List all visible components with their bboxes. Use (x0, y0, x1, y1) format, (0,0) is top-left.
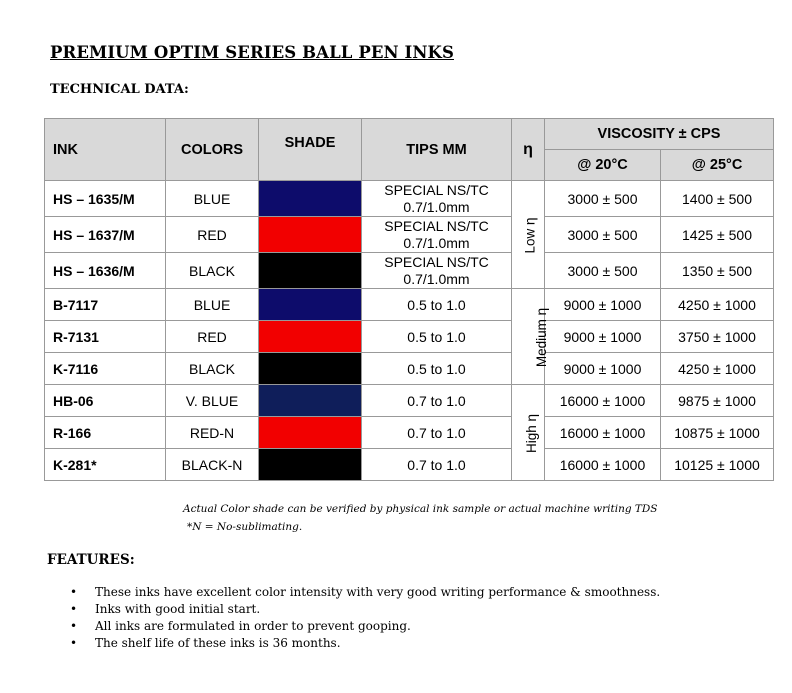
ink-color: V. BLUE (166, 385, 259, 417)
shade-swatch (259, 353, 362, 385)
viscosity-group-high (512, 385, 545, 481)
viscosity-20c: 16000 ± 1000 (545, 449, 661, 481)
viscosity-25c: 9875 ± 1000 (661, 385, 774, 417)
viscosity-25c: 1400 ± 500 (661, 181, 774, 217)
table-row (45, 449, 774, 481)
tips-line-2: 0.7/1.0mm (403, 198, 470, 215)
viscosity-20c: 16000 ± 1000 (545, 417, 661, 449)
table-header-row (45, 119, 774, 150)
shade-swatch (259, 449, 362, 481)
ink-code: K-281* (45, 449, 166, 481)
header-viscosity: VISCOSITY ± CPS (545, 119, 774, 150)
ink-color: RED (166, 321, 259, 353)
viscosity-20c: 9000 ± 1000 (545, 321, 661, 353)
header-shade: SHADE (259, 119, 362, 181)
header-at-20c: @ 20°C (545, 150, 661, 181)
header-ink: INK (45, 119, 166, 181)
list-item (50, 601, 660, 618)
tips-size: 0.5 to 1.0 (362, 321, 512, 353)
shade-swatch (259, 253, 362, 289)
tips-line-1: SPECIAL NS/TC (384, 217, 489, 234)
tips-size: 0.5 to 1.0 (362, 353, 512, 385)
ink-code: R-166 (45, 417, 166, 449)
technical-data-table (44, 118, 774, 481)
header-tips: TIPS MM (362, 119, 512, 181)
list-item (50, 618, 660, 635)
shade-swatch (259, 181, 362, 217)
tips-size (362, 217, 512, 253)
viscosity-20c: 16000 ± 1000 (545, 385, 661, 417)
shade-swatch (259, 321, 362, 353)
table-row (45, 385, 774, 417)
viscosity-20c: 3000 ± 500 (545, 217, 661, 253)
table-row (45, 353, 774, 385)
tips-size: 0.7 to 1.0 (362, 417, 512, 449)
viscosity-25c: 10125 ± 1000 (661, 449, 774, 481)
tips-size: 0.7 to 1.0 (362, 385, 512, 417)
viscosity-25c: 1425 ± 500 (661, 217, 774, 253)
ink-color: BLACK (166, 253, 259, 289)
viscosity-25c: 4250 ± 1000 (661, 353, 774, 385)
shade-swatch (259, 417, 362, 449)
feature-text: These inks have excellent color intensity with very good writing performance & smoothness. (95, 585, 661, 599)
ink-color: RED-N (166, 417, 259, 449)
footnote-no-sublimating: *N = No-sublimating. (187, 521, 303, 533)
shade-swatch (259, 385, 362, 417)
tips-size: 0.7 to 1.0 (362, 449, 512, 481)
feature-text: All inks are formulated in order to prevent gooping. (95, 619, 411, 633)
ink-code: HS – 1636/M (45, 253, 166, 289)
tips-size: 0.5 to 1.0 (362, 289, 512, 321)
header-at-25c: @ 25°C (661, 150, 774, 181)
viscosity-20c: 3000 ± 500 (545, 181, 661, 217)
ink-code: HS – 1635/M (45, 181, 166, 217)
ink-color: RED (166, 217, 259, 253)
bullet-icon: • (70, 619, 78, 633)
viscosity-25c: 4250 ± 1000 (661, 289, 774, 321)
table-row (45, 217, 774, 253)
ink-code: HS – 1637/M (45, 217, 166, 253)
page-title: PREMIUM OPTIM SERIES BALL PEN INKS (50, 43, 454, 62)
bullet-icon: • (70, 585, 78, 599)
ink-color: BLACK-N (166, 449, 259, 481)
group-label-low: Low η (522, 216, 538, 254)
viscosity-25c: 10875 ± 1000 (661, 417, 774, 449)
tips-size (362, 181, 512, 217)
viscosity-20c: 9000 ± 1000 (545, 353, 661, 385)
ink-code: HB-06 (45, 385, 166, 417)
tips-size (362, 253, 512, 289)
features-heading: FEATURES: (47, 552, 135, 568)
list-item (50, 584, 660, 601)
shade-swatch (259, 217, 362, 253)
viscosity-group-medium (512, 289, 550, 385)
viscosity-25c: 1350 ± 500 (661, 253, 774, 289)
ink-code: B-7117 (45, 289, 166, 321)
tips-line-2: 0.7/1.0mm (403, 270, 470, 287)
viscosity-20c: 3000 ± 500 (545, 253, 661, 289)
section-heading-technical-data: TECHNICAL DATA: (50, 82, 189, 97)
feature-text: Inks with good initial start. (95, 602, 261, 616)
ink-color: BLACK (166, 353, 259, 385)
table-row (45, 321, 774, 353)
table-row (45, 289, 774, 321)
bullet-icon: • (70, 636, 78, 650)
bullet-icon: • (70, 602, 78, 616)
ink-code: R-7131 (45, 321, 166, 353)
table-row (45, 181, 774, 217)
viscosity-20c: 9000 ± 1000 (545, 289, 661, 321)
tips-line-1: SPECIAL NS/TC (384, 181, 489, 198)
feature-text: The shelf life of these inks is 36 months. (95, 636, 341, 650)
tips-line-1: SPECIAL NS/TC (384, 253, 489, 270)
features-list (50, 584, 660, 652)
viscosity-25c: 3750 ± 1000 (661, 321, 774, 353)
table-row (45, 253, 774, 289)
shade-swatch (259, 289, 362, 321)
table-row (45, 417, 774, 449)
shade-verification-note: Actual Color shade can be verified by physical ink sample or actual machine writing TDS (183, 503, 658, 515)
group-label-medium: Medium η (534, 307, 550, 367)
viscosity-group-low (512, 181, 545, 289)
tips-line-2: 0.7/1.0mm (403, 234, 470, 251)
list-item (50, 635, 660, 652)
ink-code: K-7116 (45, 353, 166, 385)
ink-color: BLUE (166, 181, 259, 217)
header-colors: COLORS (166, 119, 259, 181)
group-label-high: High η (524, 413, 540, 453)
ink-color: BLUE (166, 289, 259, 321)
header-eta: η (512, 119, 545, 181)
